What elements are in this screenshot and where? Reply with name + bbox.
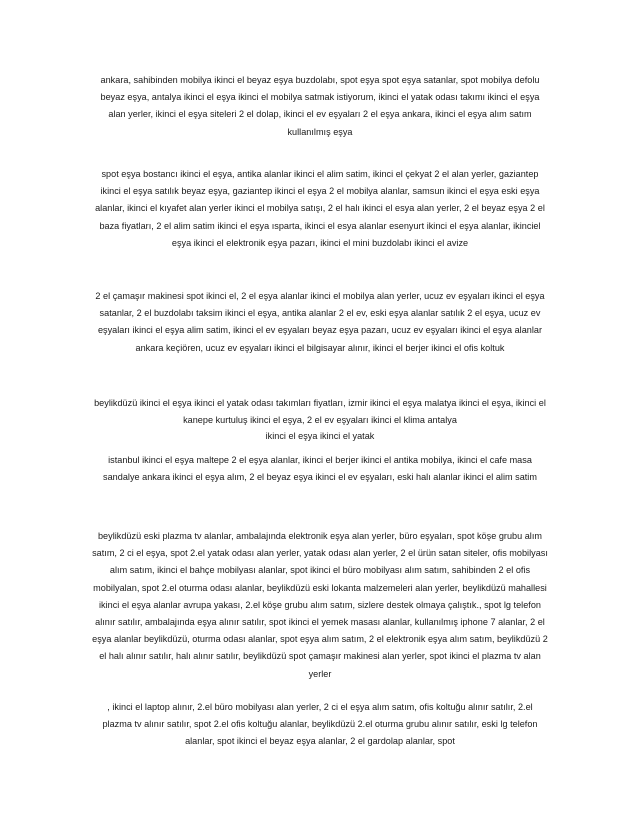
paragraph-5: ikinci el eşya ikinci el yatak [265, 431, 375, 441]
paragraph-3: 2 el çamaşır makinesi spot ikinci el, 2 el eşya alanlar ikinci el mobilya alan yerler, ucuz ev eşyaları ikinci el eşya satanlar, 2 el buzdolabı taksim ikinci el eşya, antika alanlar 2 el ev, eski eşya alanlar satılık 2 el eşya, ucuz ev eşyaları ikinci el eşya alim satim, ikinci el ev eşyaları beyaz eşya pazarı, ucuz ev eşyaları ikinci el eşya alanlar ankara keçiören, ucuz ev eşyaları ikinci el bilgisayar alınır, ikinci el berjer ikinci el ofis koltuk [95, 291, 545, 353]
paragraph-2: spot eşya bostancı ikinci el eşya, antika alanlar ikinci el alim satim, ikinci el çekyat 2 el alan yerler, gaziantep ikinci el eşya satılık beyaz eşya, gaziantep ikinci el eşya 2 el mobilya alanlar, samsun ikinci el eşya eski eşya alanlar, ikinci el kıyafet alan yerler ikinci el mobilya satışı, 2 el halı ikinci el esya alan yerler, 2 el beyaz eşya 2 el baza fiyatları, 2 el alim satim ikinci el eşya ısparta, ikinci el esya alanlar esenyurt ikinci el eşya alanlar, ikinciel eşya ikinci el elektronik eşya pazarı, ikinci el mini buzdolabı ikinci el avize [95, 169, 545, 248]
paragraph-1: ankara, sahibinden mobilya ikinci el beyaz eşya buzdolabı, spot eşya spot eşya satanlar, spot mobilya defolu beyaz eşya, antalya ikinci el eşya ikinci el mobilya satmak istiyorum, ikinci el yatak odası takımı ikinci el eşya alan yerler, ikinci el eşya siteleri 2 el dolap, ikinci el ev eşyaları 2 el eşya ankara, ikinci el eşya alım satım kullanılmış eşya [100, 75, 540, 137]
paragraph-4: beylikdüzü ikinci el eşya ikinci el yatak odası takımları fiyatları, izmir ikinci el eşya malatya ikinci el eşya, ikinci el kanepe kurtuluş ikinci el eşya, 2 el ev eşyaları ikinci el klima antalya [94, 398, 546, 426]
paragraph-8: , ikinci el laptop alınır, 2.el büro mobilyası alan yerler, 2 ci el eşya alım satım, ofis koltuğu alınır satılır, 2.el plazma tv alınır satılır, spot 2.el ofis koltuğu alanlar, beylikdüzü 2.el oturma grubu alınır satılır, eski lg telefon alanlar, spot ikinci el beyaz eşya alanlar, 2 el gardolap alanlar, spot [102, 702, 538, 747]
paragraph-7: beylikdüzü eski plazma tv alanlar, ambalajında elektronik eşya alan yerler, büro eşyaları, spot köşe grubu alım satım, 2 ci el eşya, spot 2.el yatak odası alan yerler, yatak odası alan yerler, 2 el ürün satan siteler, ofis mobilyası alım satım, ikinci el bahçe mobilyası alanlar, spot ikinci el büro mobilyası alım satım, sahibinden 2 el ofis mobilyalan, spot 2.el oturma odası alanlar, beylikdüzü eski lokanta malzemeleri alan yerler, beylikdüzü mahallesi ikinci el eşya alanlar avrupa yakası, 2.el köşe grubu alım satım, sizlere destek olmaya çalıştık., spot lg telefon alınır satılır, ambalajında eşya alınır satılır, spot ikinci el yemek masası alanlar, kullanılmış iphone 7 alanlar, 2 el eşya alanlar beylikdüzü, oturma odası alanlar, spot eşya alım satım, 2 el elektronik eşya alım satım, beylikdüzü 2 el halı alınır satılır, halı alınır satılır, beylikdüzü spot çamaşır makinesi alan yerler, spot ikinci el plazma tv alan yerler [92, 531, 548, 679]
paragraph-6: istanbul ikinci el eşya maltepe 2 el eşya alanlar, ikinci el berjer ikinci el antika mobilya, ikinci el cafe masa sandalye ankara ikinci el eşya alım, 2 el beyaz eşya ikinci el ev eşyaları, eski halı alanlar ikinci el alim satim [103, 455, 537, 483]
